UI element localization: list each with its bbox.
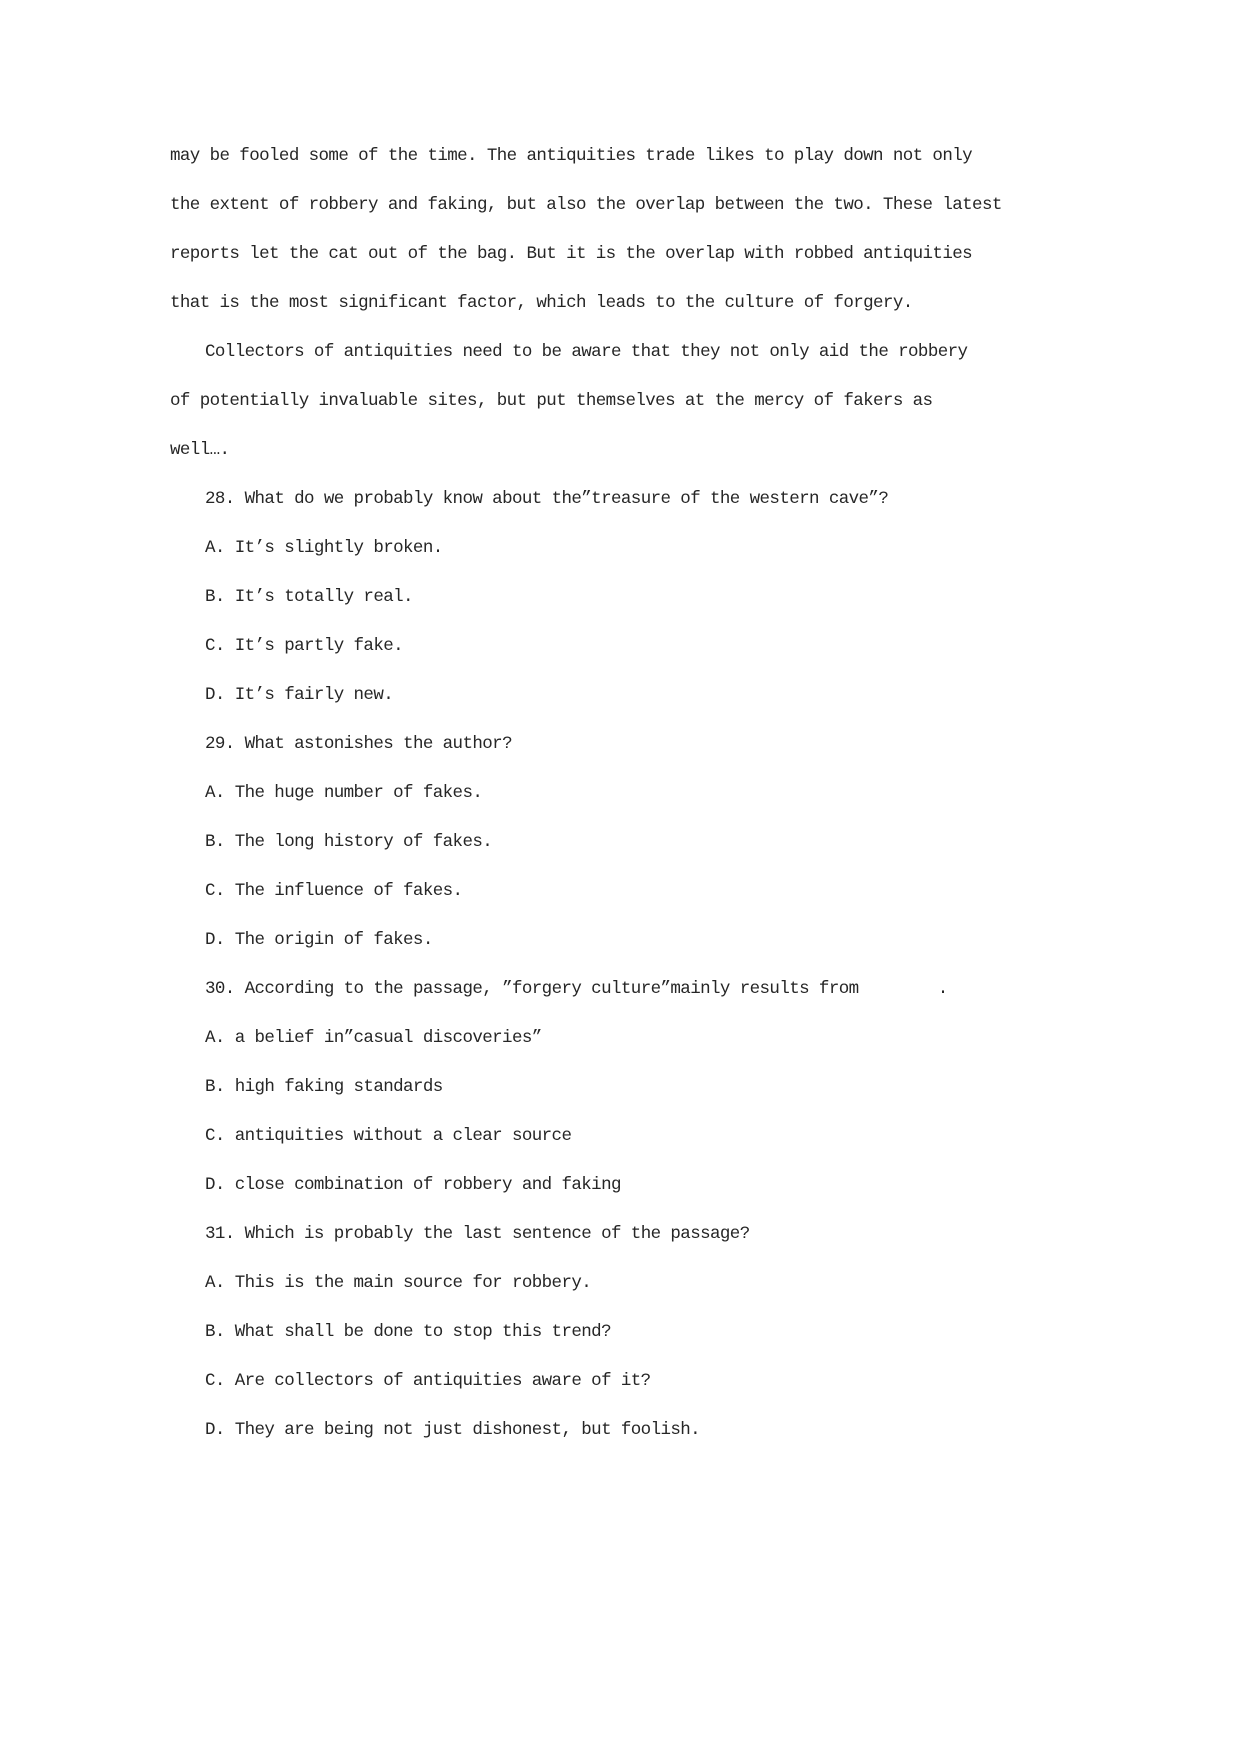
option-line: A. a belief in”casual discoveries” xyxy=(205,1028,542,1048)
option-line: B. The long history of fakes. xyxy=(205,832,493,852)
option-line: D. The origin of fakes. xyxy=(205,930,433,950)
option-line: B. It’s totally real. xyxy=(205,587,413,607)
option-line: A. It’s slightly broken. xyxy=(205,538,443,558)
option-line: B. high faking standards xyxy=(205,1077,443,1097)
paragraph-line: may be fooled some of the time. The antiquities trade likes to play down not only xyxy=(170,146,973,166)
option-line: D. They are being not just dishonest, but foolish. xyxy=(205,1420,701,1440)
paragraph-line: the extent of robbery and faking, but also the overlap between the two. These latest xyxy=(170,195,1002,215)
paragraph-line: reports let the cat out of the bag. But it is the overlap with robbed antiquities xyxy=(170,244,973,264)
question-text: What astonishes the author? xyxy=(244,734,512,754)
document-content xyxy=(170,132,1080,1455)
option-line: A. The huge number of fakes. xyxy=(205,783,483,803)
paragraph-line: that is the most significant factor, which leads to the culture of forgery. xyxy=(170,293,913,313)
question-text: What do we probably know about the”treasure of the western cave”? xyxy=(244,489,889,509)
question-text: Which is probably the last sentence of the passage? xyxy=(244,1224,750,1244)
question-number: 28. xyxy=(205,489,235,509)
option-line: C. antiquities without a clear source xyxy=(205,1126,572,1146)
question-text: According to the passage, ”forgery culture”mainly results from . xyxy=(244,979,948,999)
paragraph-line: of potentially invaluable sites, but put themselves at the mercy of fakers as xyxy=(170,391,933,411)
option-line: D. It’s fairly new. xyxy=(205,685,394,705)
paragraph-line: Collectors of antiquities need to be aware that they not only aid the robbery xyxy=(205,342,968,362)
question-line xyxy=(170,720,1080,769)
question-line xyxy=(170,965,1080,1014)
option-line: C. The influence of fakes. xyxy=(205,881,463,901)
option-line: C. Are collectors of antiquities aware of it? xyxy=(205,1371,651,1391)
question-number: 31. xyxy=(205,1224,235,1244)
question-number: 30. xyxy=(205,979,235,999)
option-line: A. This is the main source for robbery. xyxy=(205,1273,592,1293)
question-line xyxy=(170,475,1080,524)
option-line: D. close combination of robbery and faking xyxy=(205,1175,621,1195)
paragraph-line: well…. xyxy=(170,440,230,460)
question-number: 29. xyxy=(205,734,235,754)
option-line: C. It’s partly fake. xyxy=(205,636,404,656)
option-line: B. What shall be done to stop this trend? xyxy=(205,1322,611,1342)
question-line xyxy=(170,1210,1080,1259)
